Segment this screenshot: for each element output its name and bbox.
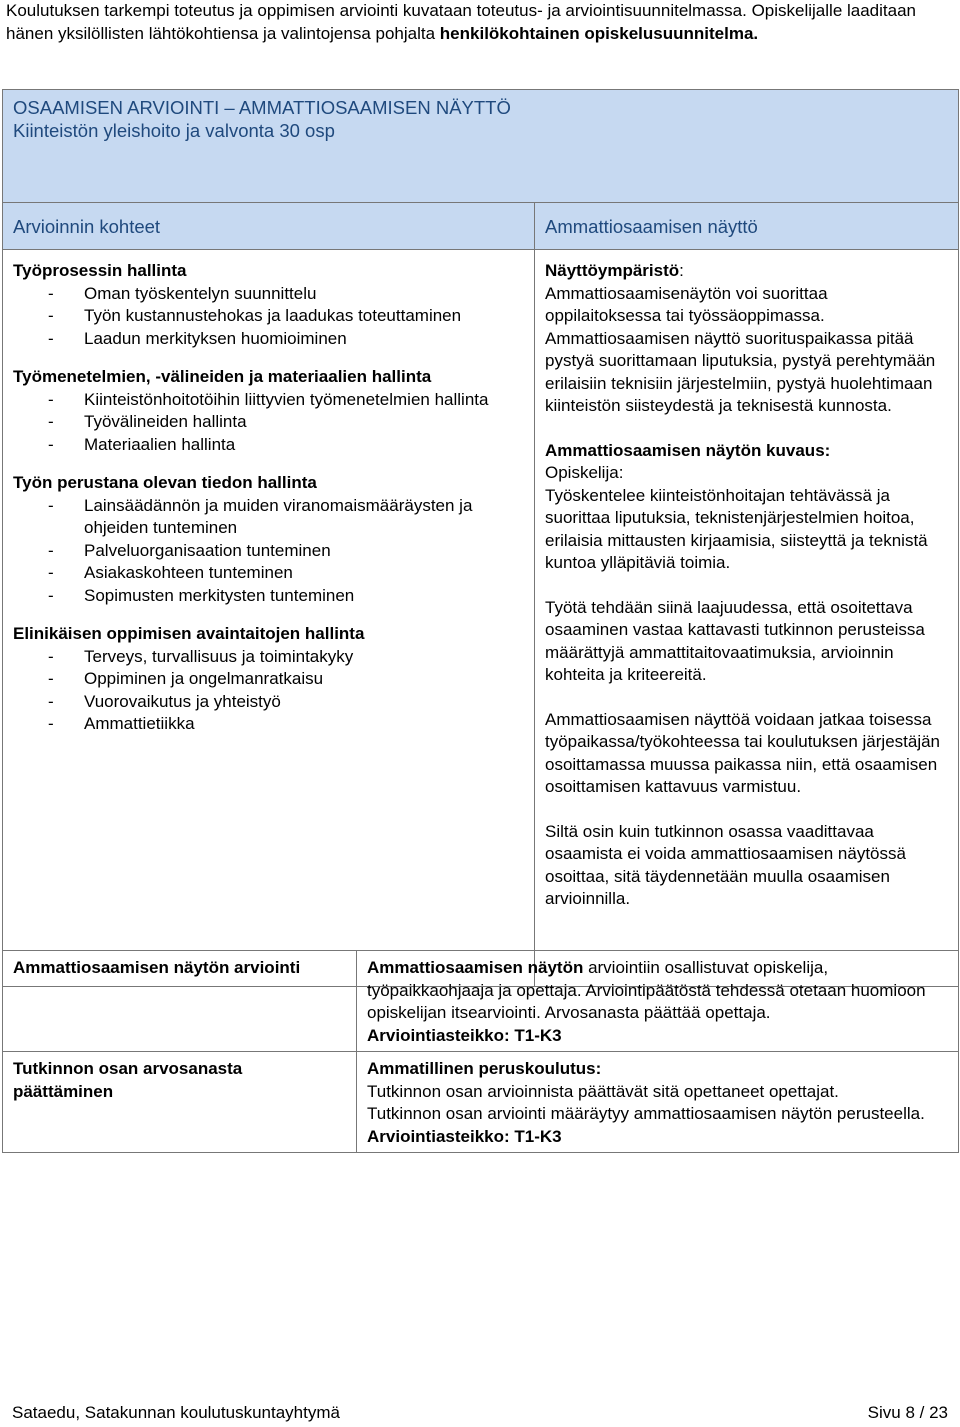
row-content-grade <box>357 1052 959 1153</box>
row-content-evaluation <box>357 951 959 1052</box>
section-knowledge <box>13 472 524 607</box>
list-item: - Asiakaskohteen tunteminen <box>13 562 524 585</box>
list-item: - Palveluorganisaation tunteminen <box>13 540 524 563</box>
scope-paragraph: Työtä tehdään siinä laajuudessa, että osoitettava osaaminen vastaa kattavasti tutkinnon perusteissa määrättyjä ammattitaitovaatimuksia, arvioinnin kohteita ja kriteereitä. <box>545 597 925 684</box>
demonstration-column <box>535 250 959 987</box>
description-label: Ammattiosaamisen näytön kuvaus: <box>545 440 831 460</box>
footer-org: Sataedu, Satakunnan koulutuskuntayhtymä <box>12 1403 340 1422</box>
column-header-right: Ammattiosaamisen näyttö <box>535 203 959 250</box>
column-header-left: Arvioinnin kohteet <box>3 203 535 250</box>
list-item: - Laadun merkityksen huomioiminen <box>13 328 524 351</box>
evaluation-text: arviointiin osallistuvat opiskelija, työpaikkaohjaaja ja opettaja. Arviointipäätöstä tehdessä otetaan huomioon opiskelijan itsearviointi. Arvosanasta päättää opettaja. <box>367 958 926 1022</box>
evaluation-bold: Ammattiosaamisen näytön <box>367 958 584 977</box>
intro-text: Koulutuksen tarkempi toteutus ja oppimisen arviointi kuvataan toteutus- ja arviointisuunnitelmassa. Opiskelijalle laaditaan hänen yksilöllisten lähtökohtiensa ja valintojensa pohjalta <box>6 1 916 43</box>
assessment-targets <box>3 250 535 987</box>
section-title: Työn perustana olevan tiedon hallinta <box>13 473 317 492</box>
description-subject: Opiskelija: <box>545 463 624 482</box>
table-subtitle: Kiinteistön yleishoito ja valvonta 30 osp <box>13 120 335 141</box>
list-item: - Vuorovaikutus ja yhteistyö <box>13 691 524 714</box>
list-item: - Työvälineiden hallinta <box>13 411 524 434</box>
grade-heading: Ammatillinen peruskoulutus: <box>367 1059 602 1078</box>
list-item: - Terveys, turvallisuus ja toimintakyky <box>13 646 524 669</box>
row-label-grade: Tutkinnon osan arvosanasta päättäminen <box>3 1052 357 1153</box>
section-methods <box>13 366 524 456</box>
list-item: - Ammattietiikka <box>13 713 524 736</box>
evaluation-table <box>2 950 959 1153</box>
page-footer <box>12 1402 948 1425</box>
list-item: - Materiaalien hallinta <box>13 434 524 457</box>
section-process <box>13 260 524 350</box>
grade-line-1: Tutkinnon osan arvioinnista päättävät sitä opettaneet opettajat. <box>367 1081 839 1101</box>
page-number: Sivu 8 / 23 <box>867 1403 948 1422</box>
assessment-table <box>2 89 959 987</box>
description-block <box>545 440 948 575</box>
environment-block <box>545 260 948 418</box>
intro-paragraph <box>6 0 952 45</box>
environment-text: Ammattiosaamisenäytön voi suorittaa oppilaitoksessa tai työssäoppimassa. Ammattiosaamisen näyttö suorituspaikassa pitää pystyä suorittamaan liputuksia, pystyä perehtymään erilaisiin teknisiin järjestelmiin, pystyä huolehtimaan kiinteistön siisteydestä ja teknisestä kunnosta. <box>545 283 936 415</box>
section-lifelong <box>13 623 524 736</box>
grade-scale: Arviointiasteikko: T1-K3 <box>367 1126 562 1146</box>
table-title: OSAAMISEN ARVIOINTI – AMMATTIOSAAMISEN NÄYTTÖ <box>13 97 511 118</box>
supplement-paragraph: Siltä osin kuin tutkinnon osassa vaadittavaa osaamista ei voida ammattiosaamisen näytössä osoittaa, sitä täydennetään muulla osaamisen arvioinnilla. <box>545 821 906 908</box>
grade-line-2: Tutkinnon osan arviointi määräytyy ammattiosaamisen näytön perusteella. <box>367 1104 925 1123</box>
evaluation-scale: Arviointiasteikko: T1-K3 <box>367 1025 562 1045</box>
list-item: - Lainsäädännön ja muiden viranomaismääräysten ja ohjeiden tunteminen <box>13 495 524 540</box>
environment-colon: : <box>679 261 684 280</box>
continuation-paragraph: Ammattiosaamisen näyttöä voidaan jatkaa toisessa työpaikassa/työkohteessa tai koulutuksen järjestäjän osoittamassa muussa paikassa niin, että osaamisen osoittamisen kattavuus varmistuu. <box>545 709 941 796</box>
list-item: - Oman työskentelyn suunnittelu <box>13 283 524 306</box>
section-title: Työmenetelmien, -välineiden ja materiaalien hallinta <box>13 367 432 386</box>
section-title: Elinikäisen oppimisen avaintaitojen hallinta <box>13 624 365 643</box>
list-item: - Oppiminen ja ongelmanratkaisu <box>13 668 524 691</box>
list-item: - Sopimusten merkitysten tunteminen <box>13 585 524 608</box>
section-title: Työprosessin hallinta <box>13 261 187 280</box>
table-header <box>3 90 959 203</box>
list-item: - Työn kustannustehokas ja laadukas toteuttaminen <box>13 305 524 328</box>
intro-bold: henkilökohtainen opiskelusuunnitelma. <box>439 23 759 43</box>
description-text: Työskentelee kiinteistönhoitajan tehtävässä ja suorittaa liputuksia, teknistenjärjestelmien hoitoa, erilaisia mittausten kirjaamisia, siisteyttä ja teknistä kuntoa ylläpitäviä toimia. <box>545 485 928 572</box>
list-item: - Kiinteistönhoitotöihin liittyvien työmenetelmien hallinta <box>13 389 524 412</box>
row-label-evaluation: Ammattiosaamisen näytön arviointi <box>3 951 357 1052</box>
environment-label: Näyttöympäristö <box>545 261 680 280</box>
